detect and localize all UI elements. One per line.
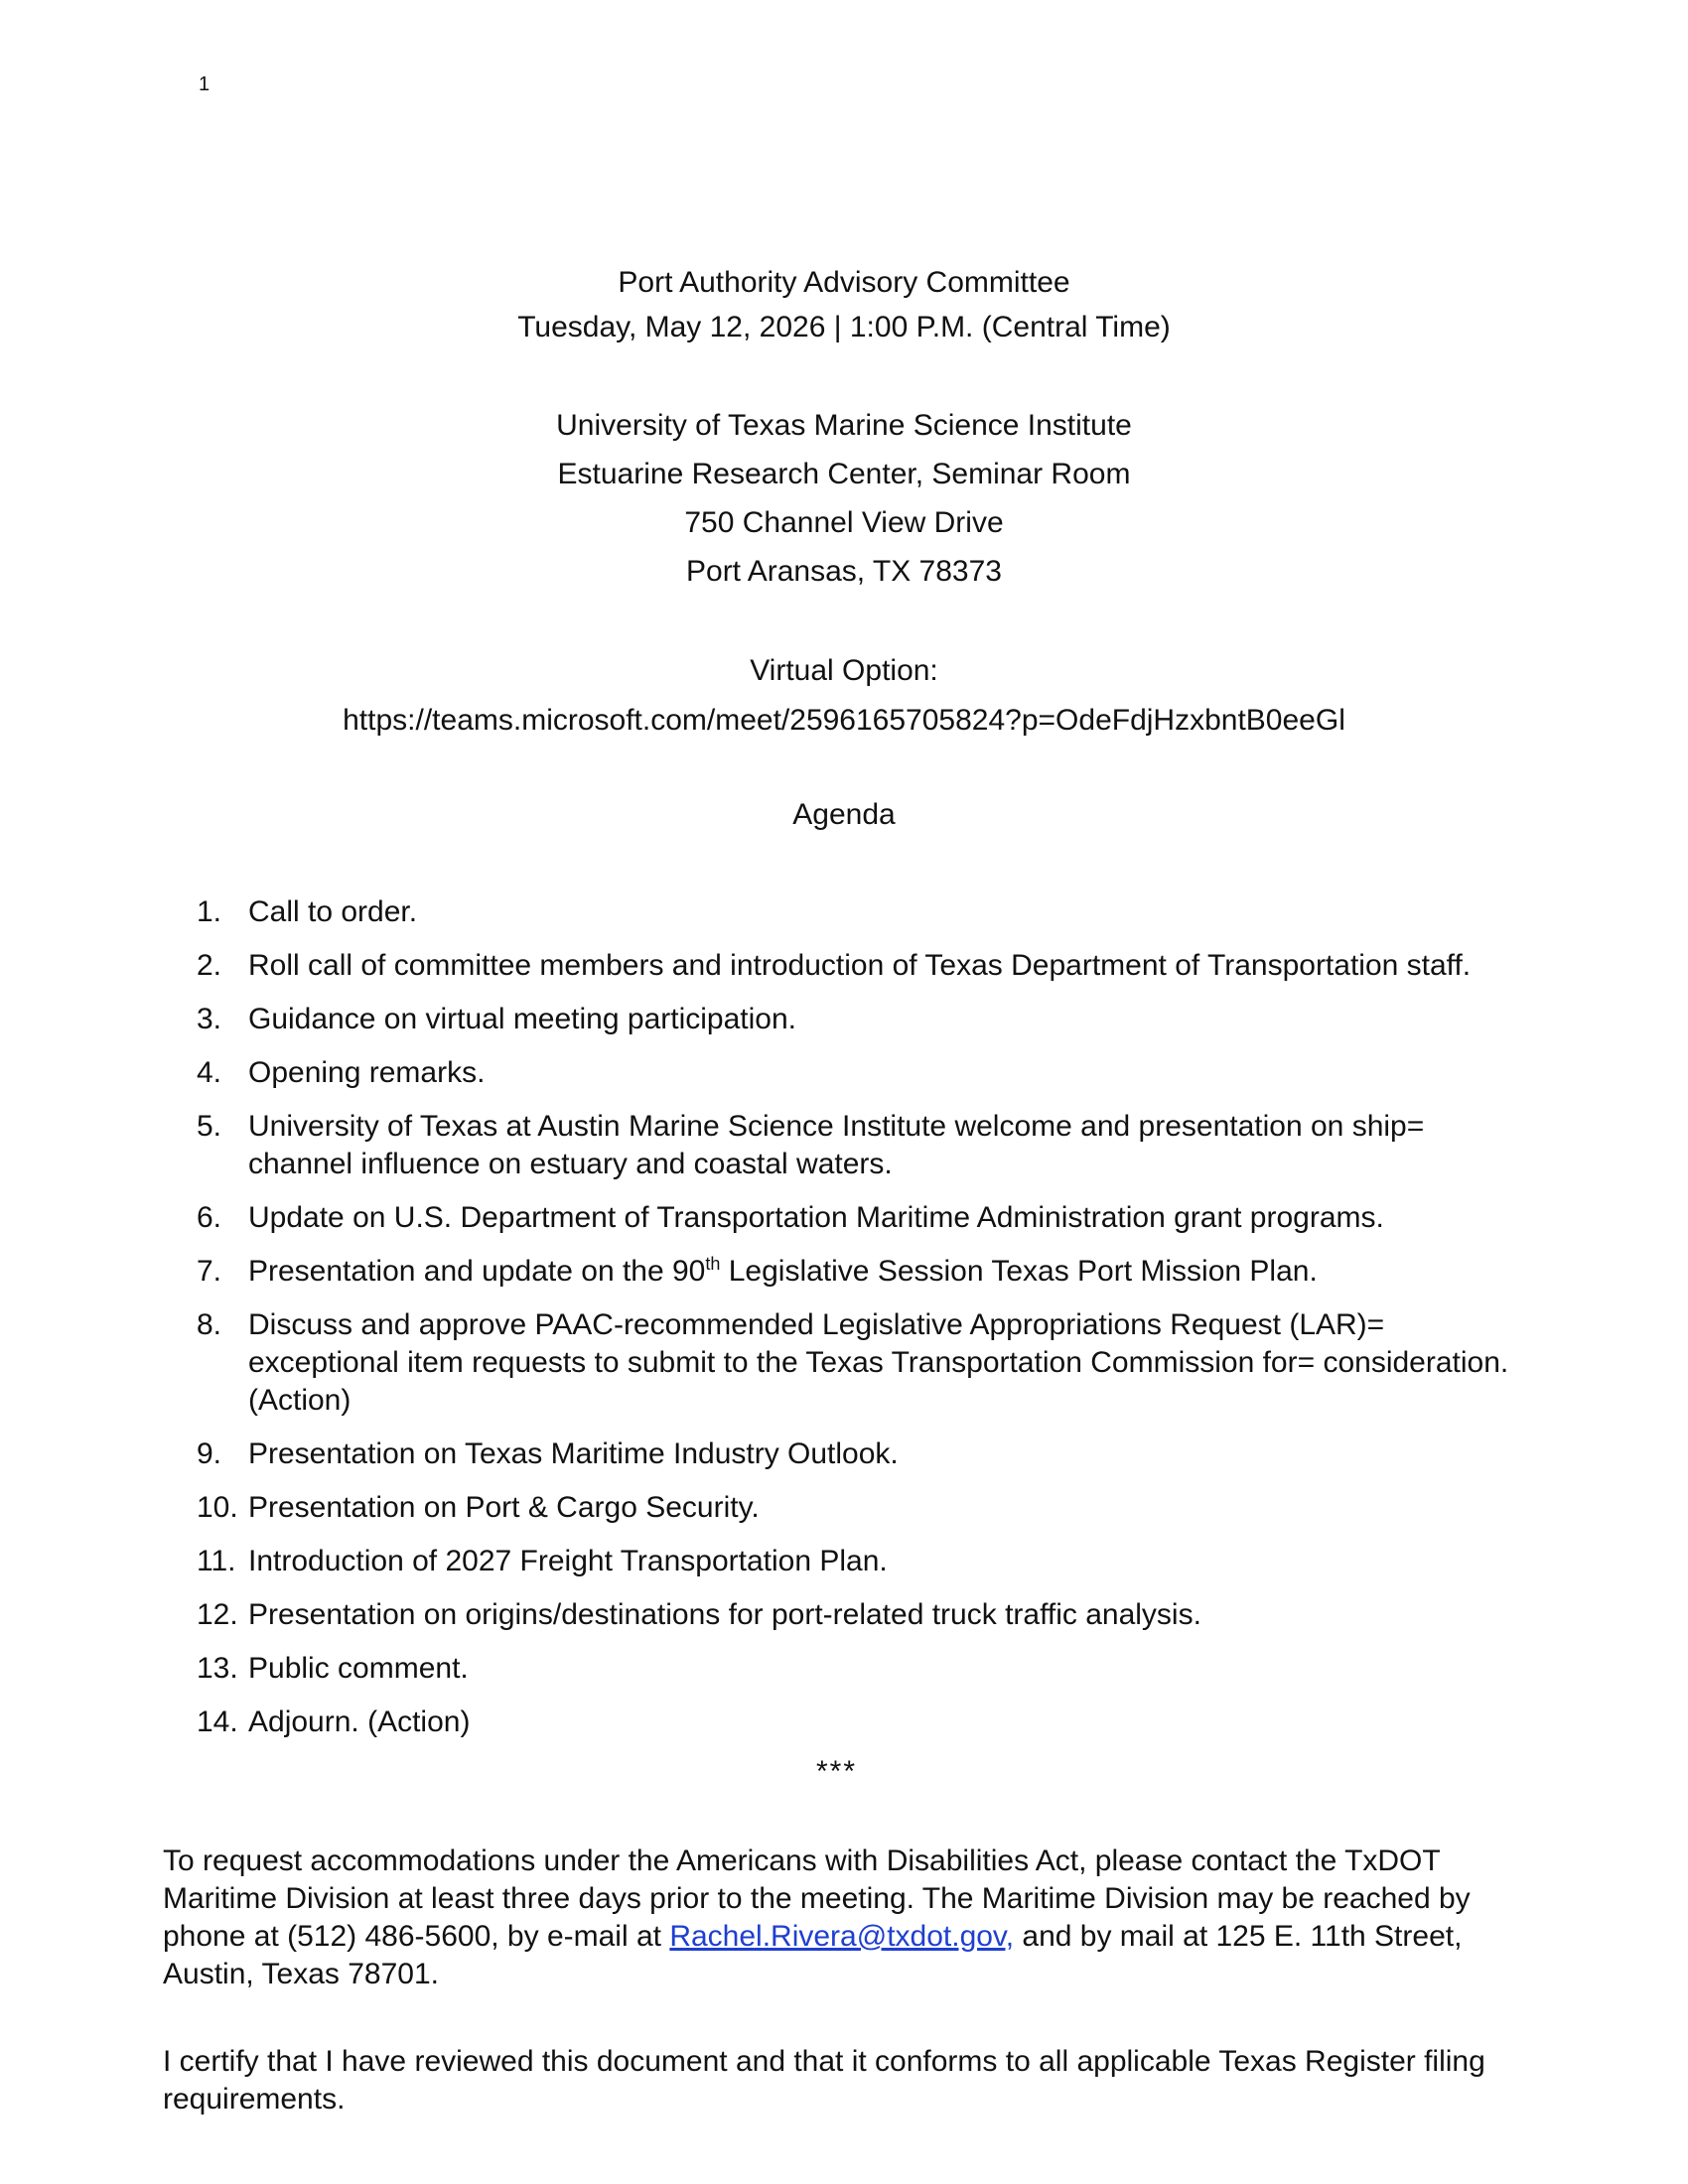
committee-name: Port Authority Advisory Committee (618, 266, 1070, 299)
agenda-item-number: 2. (197, 949, 222, 982)
agenda-item-text-part: Presentation and update on the 90 (248, 1255, 706, 1288)
venue-line-2: Estuarine Research Center, Seminar Room (557, 458, 1131, 490)
agenda-item-number: 8. (197, 1308, 222, 1341)
agenda-item-number: 3. (197, 1003, 222, 1035)
agenda-item-number: 6. (197, 1201, 222, 1234)
agenda-item (197, 1001, 1517, 1038)
agenda-item-number: 7. (197, 1255, 222, 1288)
agenda-item-text: Update on U.S. Department of Transportation Maritime Administration grant programs. (248, 1201, 1384, 1234)
agenda-item (197, 1108, 1517, 1183)
agenda-item (197, 1306, 1517, 1420)
agenda-item-text: Presentation on Port & Cargo Security. (248, 1491, 760, 1524)
venue-line-4: Port Aransas, TX 78373 (686, 555, 1002, 588)
agenda-item (197, 1704, 1517, 1741)
agenda-item (197, 1596, 1517, 1634)
agenda-item-text: Adjourn. (Action) (248, 1706, 471, 1738)
agenda-item-number: 1. (197, 895, 222, 928)
agenda-item-number: 11. (197, 1545, 236, 1577)
agenda-item-text (248, 1255, 1318, 1288)
agenda-list (197, 893, 1517, 1757)
agenda-title: Agenda (792, 798, 896, 831)
agenda-item-text: Guidance on virtual meeting participation. (248, 1003, 796, 1035)
virtual-option-label: Virtual Option: (750, 654, 938, 687)
notice-text: To request accommodations under the Americans with Disabilities Act, please contact the TxDOT Maritime Division at least three days prior to the meeting. The Maritime Division may be reached by phone at (512) 486-5600, by e-mail at (163, 1844, 1471, 1953)
agenda-item-text: Opening remarks. (248, 1056, 486, 1089)
agenda-item (197, 1543, 1517, 1580)
page-number: 1 (199, 73, 211, 95)
agenda-item-number: 4. (197, 1056, 222, 1089)
venue-line-3: 750 Channel View Drive (684, 506, 1004, 539)
agenda-item-number: 13. (197, 1652, 238, 1685)
agenda-item (197, 1435, 1517, 1473)
section-separator: *** (816, 1755, 858, 1788)
agenda-item-text: Introduction of 2027 Freight Transportation Plan. (248, 1545, 888, 1577)
agenda-item-text: Call to order. (248, 895, 418, 928)
agenda-item-text: Presentation on origins/destinations for port-related truck traffic analysis. (248, 1598, 1201, 1631)
agenda-item (197, 1054, 1517, 1092)
accommodation-notice (163, 1843, 1523, 1993)
agenda-item-text: Presentation on Texas Maritime Industry Outlook. (248, 1437, 899, 1470)
meeting-header (0, 260, 1688, 349)
virtual-meeting-link[interactable]: https://teams.microsoft.com/meet/2596165705824?p=OdeFdjHzxbntB0eeGl (343, 704, 1345, 737)
agenda-item-number: 5. (197, 1110, 222, 1143)
agenda-item-text-part: Legislative Session Texas Port Mission Plan. (720, 1255, 1318, 1288)
meeting-venue (0, 401, 1688, 596)
meeting-datetime: Tuesday, May 12, 2026 | 1:00 P.M. (Central Time) (517, 311, 1171, 343)
virtual-option (0, 646, 1688, 746)
contact-email-link[interactable]: Rachel.Rivera@txdot.gov, (669, 1920, 1015, 1953)
certification-statement: I certify that I have reviewed this document and that it conforms to all applicable Texas Register filing requirements. (163, 2045, 1485, 2116)
agenda-item-number: 9. (197, 1437, 222, 1470)
notice-text-end: and by mail at 125 E. 11th Street, Austin, Texas 78701. (163, 1920, 1463, 1990)
agenda-item (197, 1253, 1517, 1291)
agenda-item-number: 10. (197, 1491, 238, 1524)
ordinal-suffix: th (705, 1254, 721, 1274)
agenda-item-text: Roll call of committee members and introduction of Texas Department of Transportation staff. (248, 949, 1472, 982)
venue-line-1: University of Texas Marine Science Institute (556, 409, 1132, 442)
agenda-item-number: 12. (197, 1598, 238, 1631)
agenda-item-text: University of Texas at Austin Marine Science Institute welcome and presentation on ship= channel influence on estuary and coastal waters. (248, 1110, 1425, 1180)
agenda-item (197, 947, 1517, 985)
agenda-item (197, 1650, 1517, 1688)
agenda-item (197, 1489, 1517, 1527)
agenda-item (197, 893, 1517, 931)
agenda-item-text: Public comment. (248, 1652, 469, 1685)
agenda-item-number: 14. (197, 1706, 238, 1738)
agenda-item (197, 1199, 1517, 1237)
agenda-item-text: Discuss and approve PAAC-recommended Legislative Appropriations Request (LAR)= exceptional item requests to submit to the Texas Transportation Commission for= consideration. (Action) (248, 1308, 1509, 1417)
